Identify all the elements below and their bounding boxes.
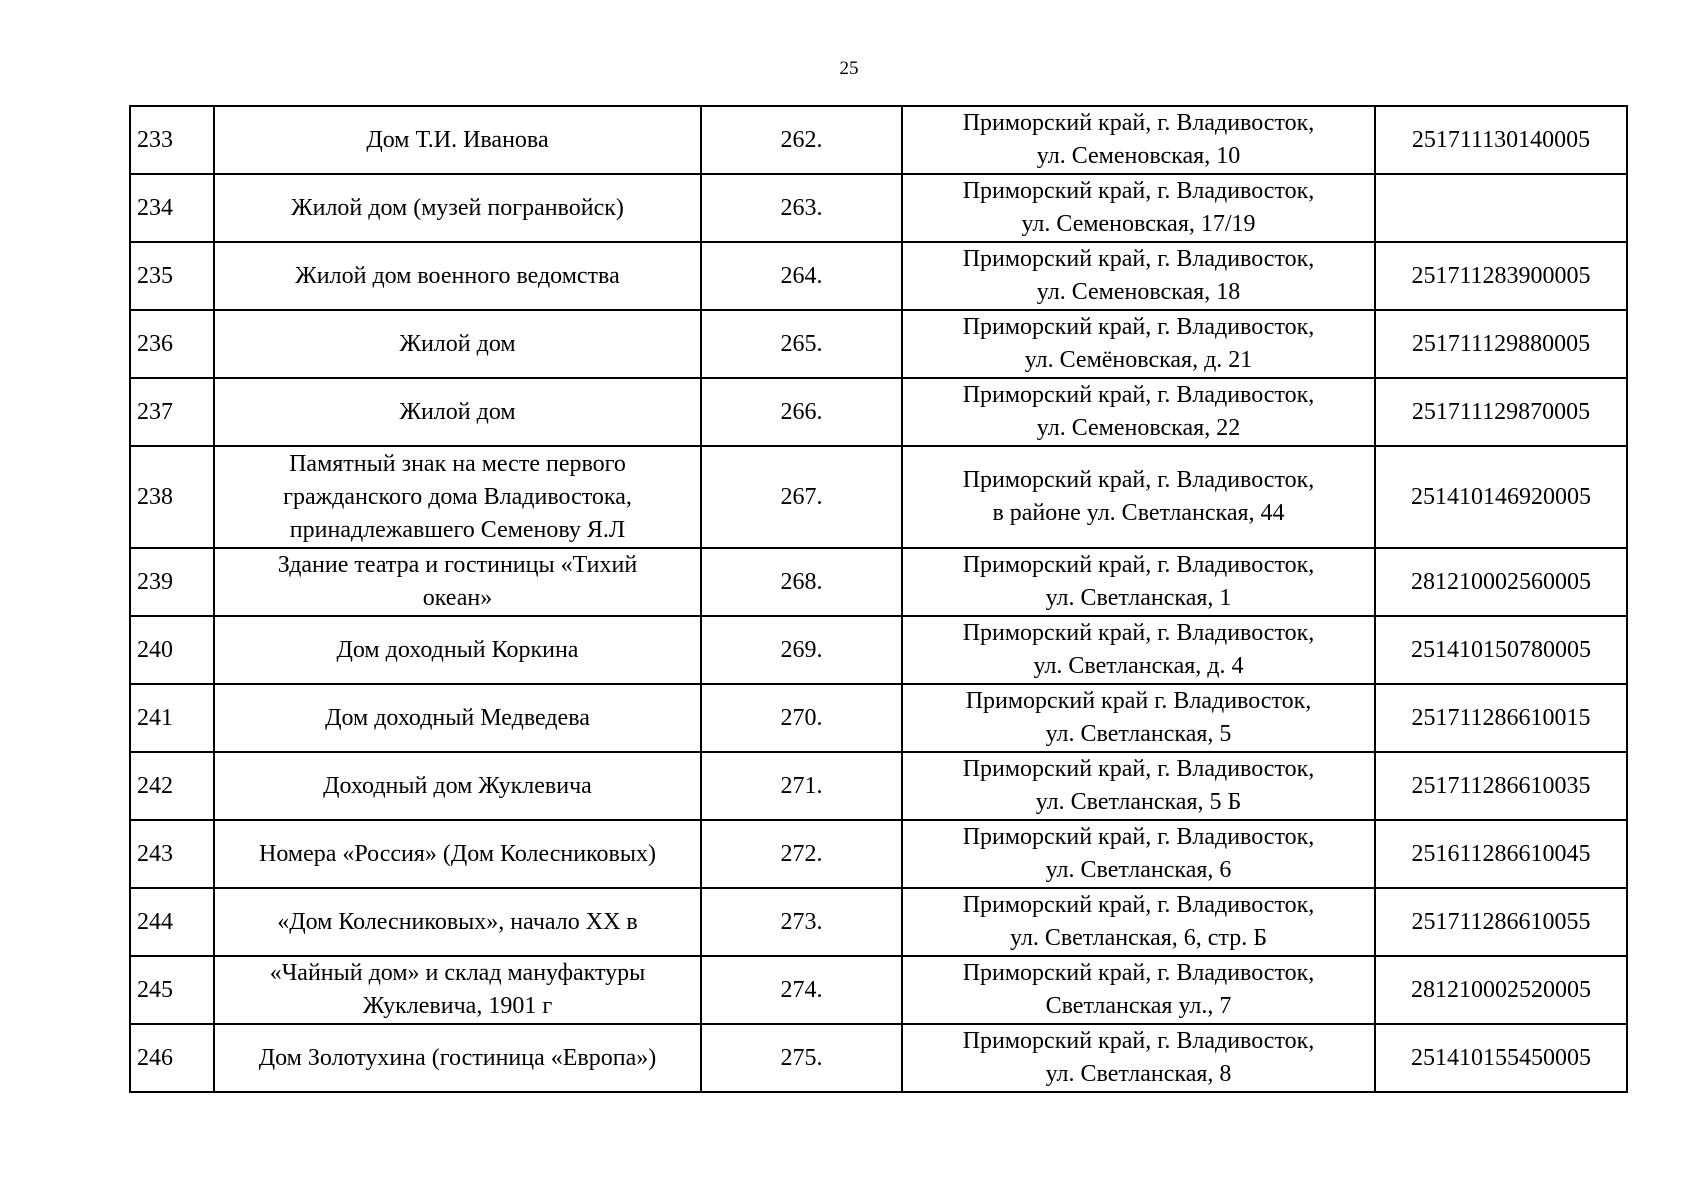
address-cell — [902, 378, 1375, 446]
registry-number-cell: 264. — [701, 242, 902, 310]
registry-number-cell: 262. — [701, 106, 902, 174]
object-name-line: Дом доходный Медведева — [325, 704, 590, 731]
row-index-cell: 243 — [130, 820, 214, 888]
address-line: Светланская ул., 7 — [1045, 993, 1232, 1019]
table-row — [130, 446, 1627, 548]
object-name-line: Жилой дом (музей погранвойск) — [291, 194, 624, 221]
address-line: ул. Семеновская, 18 — [1036, 279, 1241, 305]
address-line: Приморский край, г. Владивосток, — [962, 246, 1315, 272]
registry-number-cell: 267. — [701, 446, 902, 548]
registration-code-cell: 251711286610015 — [1375, 684, 1627, 752]
object-name-cell — [214, 616, 701, 684]
address-line: Приморский край г. Владивосток, — [965, 688, 1312, 714]
address-cell — [902, 752, 1375, 820]
object-name-cell — [214, 1024, 701, 1092]
address-line: ул. Светланская, 8 — [1045, 1061, 1232, 1087]
row-index-cell: 246 — [130, 1024, 214, 1092]
object-name-line: Здание театра и гостиницы «Тихий — [277, 552, 638, 578]
address-line: Приморский край, г. Владивосток, — [962, 552, 1315, 578]
object-name-line: океан» — [422, 585, 493, 611]
row-index-cell: 241 — [130, 684, 214, 752]
address-line: ул. Семёновская, д. 21 — [1024, 347, 1253, 373]
object-name-line: «Дом Колесниковых», начало XX в — [277, 908, 638, 935]
registry-number-cell: 266. — [701, 378, 902, 446]
object-name-cell — [214, 752, 701, 820]
row-index-cell: 234 — [130, 174, 214, 242]
address-line: Приморский край, г. Владивосток, — [962, 892, 1315, 918]
registry-number-cell: 263. — [701, 174, 902, 242]
table-row — [130, 310, 1627, 378]
address-line: ул. Светланская, 6 — [1045, 857, 1232, 883]
address-line: ул. Семеновская, 22 — [1036, 415, 1241, 441]
row-index-cell: 237 — [130, 378, 214, 446]
table-row — [130, 616, 1627, 684]
registry-number-cell: 274. — [701, 956, 902, 1024]
object-name-line: Доходный дом Жуклевича — [323, 772, 592, 799]
registry-number-cell: 268. — [701, 548, 902, 616]
object-name-line: Жилой дом военного ведомства — [295, 262, 620, 289]
address-line: ул. Светланская, 6, стр. Б — [1010, 925, 1267, 951]
address-cell — [902, 888, 1375, 956]
address-line: Приморский край, г. Владивосток, — [962, 314, 1315, 340]
address-cell — [902, 106, 1375, 174]
object-name-line: Памятный знак на месте первого — [289, 450, 626, 477]
object-name-cell — [214, 242, 701, 310]
registration-code-cell — [1375, 174, 1627, 242]
table-row — [130, 820, 1627, 888]
row-index-cell: 245 — [130, 956, 214, 1024]
address-cell — [902, 956, 1375, 1024]
row-index-cell: 238 — [130, 446, 214, 548]
table-row — [130, 684, 1627, 752]
registration-code-cell: 251410146920005 — [1375, 446, 1627, 548]
object-name-cell — [214, 106, 701, 174]
row-index-cell: 236 — [130, 310, 214, 378]
address-line: Приморский край, г. Владивосток, — [962, 1028, 1315, 1054]
address-line: ул. Семеновская, 17/19 — [1021, 211, 1256, 237]
registry-number-cell: 273. — [701, 888, 902, 956]
object-name-line: Жилой дом — [399, 330, 516, 357]
row-index-cell: 244 — [130, 888, 214, 956]
heritage-registry-table — [129, 105, 1628, 1093]
address-line: Приморский край, г. Владивосток, — [962, 467, 1315, 493]
address-line: ул. Семеновская, 10 — [1036, 143, 1241, 169]
object-name-cell — [214, 174, 701, 242]
address-line: Приморский край, г. Владивосток, — [962, 110, 1315, 136]
registry-table-body — [130, 106, 1627, 1092]
registration-code-cell: 251711130140005 — [1375, 106, 1627, 174]
registration-code-cell: 251611286610045 — [1375, 820, 1627, 888]
address-cell — [902, 548, 1375, 616]
address-line: ул. Светланская, д. 4 — [1033, 653, 1244, 679]
object-name-line: «Чайный дом» и склад мануфактуры — [269, 960, 646, 986]
row-index-cell: 235 — [130, 242, 214, 310]
address-line: Приморский край, г. Владивосток, — [962, 756, 1315, 782]
registration-code-cell: 281210002560005 — [1375, 548, 1627, 616]
address-line: Приморский край, г. Владивосток, — [962, 620, 1315, 646]
address-cell — [902, 242, 1375, 310]
object-name-line: Дом доходный Коркина — [336, 636, 579, 663]
table-row — [130, 242, 1627, 310]
registration-code-cell: 251711283900005 — [1375, 242, 1627, 310]
address-line: Приморский край, г. Владивосток, — [962, 960, 1315, 986]
object-name-cell — [214, 310, 701, 378]
object-name-line: Жуклевича, 1901 г — [362, 993, 553, 1019]
address-cell — [902, 684, 1375, 752]
table-row — [130, 888, 1627, 956]
object-name-line: Жилой дом — [399, 398, 516, 425]
table-row — [130, 378, 1627, 446]
row-index-cell: 242 — [130, 752, 214, 820]
registry-number-cell: 265. — [701, 310, 902, 378]
address-cell — [902, 310, 1375, 378]
object-name-line: гражданского дома Владивостока, — [283, 483, 632, 510]
object-name-cell — [214, 888, 701, 956]
address-line: Приморский край, г. Владивосток, — [962, 382, 1315, 408]
address-cell — [902, 446, 1375, 548]
object-name-cell — [214, 956, 701, 1024]
registry-number-cell: 270. — [701, 684, 902, 752]
object-name-line: принадлежавшего Семенову Я.Л — [289, 516, 626, 543]
registry-number-cell: 272. — [701, 820, 902, 888]
address-line: Приморский край, г. Владивосток, — [962, 824, 1315, 850]
page-number: 25 — [839, 58, 859, 79]
registration-code-cell: 251711129880005 — [1375, 310, 1627, 378]
address-cell — [902, 1024, 1375, 1092]
object-name-cell — [214, 378, 701, 446]
address-cell — [902, 174, 1375, 242]
object-name-line: Дом Т.И. Иванова — [366, 126, 549, 153]
address-line: Приморский край, г. Владивосток, — [962, 178, 1315, 204]
registration-code-cell: 251711286610055 — [1375, 888, 1627, 956]
registration-code-cell: 251410150780005 — [1375, 616, 1627, 684]
row-index-cell: 239 — [130, 548, 214, 616]
table-row — [130, 752, 1627, 820]
registration-code-cell: 251711129870005 — [1375, 378, 1627, 446]
row-index-cell: 240 — [130, 616, 214, 684]
address-cell — [902, 616, 1375, 684]
registration-code-cell: 251410155450005 — [1375, 1024, 1627, 1092]
registration-code-cell: 251711286610035 — [1375, 752, 1627, 820]
object-name-cell — [214, 548, 701, 616]
registration-code-cell: 281210002520005 — [1375, 956, 1627, 1024]
object-name-line: Дом Золотухина (гостиница «Европа») — [258, 1044, 657, 1071]
registry-number-cell: 271. — [701, 752, 902, 820]
object-name-cell — [214, 820, 701, 888]
table-row — [130, 1024, 1627, 1092]
table-row — [130, 548, 1627, 616]
object-name-cell — [214, 446, 701, 548]
address-line: ул. Светланская, 1 — [1045, 585, 1232, 611]
object-name-cell — [214, 684, 701, 752]
registry-number-cell: 269. — [701, 616, 902, 684]
table-row — [130, 956, 1627, 1024]
registry-number-cell: 275. — [701, 1024, 902, 1092]
row-index-cell: 233 — [130, 106, 214, 174]
address-cell — [902, 820, 1375, 888]
address-line: в районе ул. Светланская, 44 — [992, 500, 1285, 526]
address-line: ул. Светланская, 5 Б — [1035, 789, 1242, 815]
table-row — [130, 106, 1627, 174]
table-row — [130, 174, 1627, 242]
address-line: ул. Светланская, 5 — [1045, 721, 1232, 747]
object-name-line: Номера «Россия» (Дом Колесниковых) — [259, 840, 656, 867]
